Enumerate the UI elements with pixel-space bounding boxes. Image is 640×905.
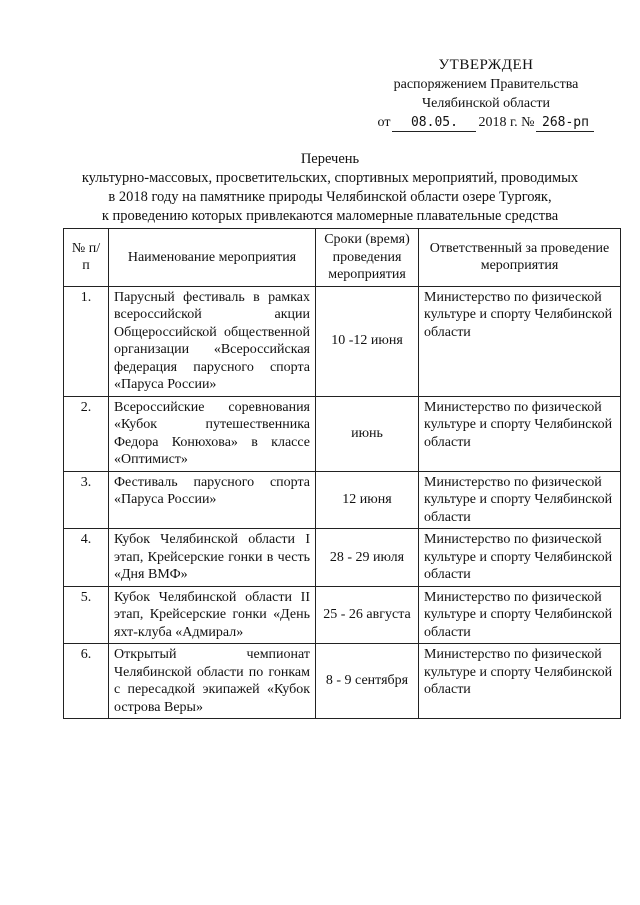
row-num: 2.: [64, 396, 109, 471]
row-resp: Министерство по физической культуре и спорту Челябинской области: [419, 586, 621, 644]
row-name: Кубок Челябинской области I этап, Крейсерские гонки в честь «Дня ВМФ»: [109, 529, 316, 587]
row-name: Открытый чемпионат Челябинской области по гонкам с пересадкой экипажей «Кубок острова Веры»: [109, 644, 316, 719]
approval-line-2: Челябинской области: [422, 96, 550, 111]
row-num: 1.: [64, 286, 109, 396]
approval-line-1: распоряжением Правительства: [393, 77, 579, 92]
table-row: [64, 644, 621, 719]
header-resp: Ответственный за проведение мероприятия: [419, 229, 621, 287]
approval-date-row: [376, 113, 596, 132]
table-row: [64, 396, 621, 471]
row-date: 28 - 29 июля: [316, 529, 419, 587]
approval-year: 2018 г. №: [478, 115, 535, 130]
header-num: № п/п: [64, 229, 109, 287]
row-num: 3.: [64, 471, 109, 529]
row-date: июнь: [316, 396, 419, 471]
row-resp: Министерство по физической культуре и спорту Челябинской области: [419, 471, 621, 529]
row-num: 4.: [64, 529, 109, 587]
events-table: [63, 228, 621, 719]
table-row: [64, 286, 621, 396]
table-row: [64, 586, 621, 644]
heading-line-1: культурно-массовых, просветительских, спортивных мероприятий, проводимых: [81, 170, 579, 186]
document-heading: [40, 150, 620, 226]
approval-number: 268-рп: [536, 115, 594, 132]
row-resp: Министерство по физической культуре и спорту Челябинской области: [419, 286, 621, 396]
row-resp: Министерство по физической культуре и спорту Челябинской области: [419, 644, 621, 719]
row-date: 10 -12 июня: [316, 286, 419, 396]
row-name: Всероссийские соревнования «Кубок путешественника Федора Конюхова» в классе «Оптимист»: [109, 396, 316, 471]
header-name: Наименование мероприятия: [109, 229, 316, 287]
row-resp: Министерство по физической культуре и спорту Челябинской области: [419, 396, 621, 471]
table-header-row: [64, 229, 621, 287]
row-date: 8 - 9 сентября: [316, 644, 419, 719]
row-name: Фестиваль парусного спорта «Паруса России»: [109, 471, 316, 529]
row-num: 5.: [64, 586, 109, 644]
approval-date: 08.05.: [392, 115, 476, 132]
heading-line-2: в 2018 году на памятнике природы Челябинской области озере Тургояк,: [108, 189, 552, 205]
approval-title: УТВЕРЖДЕН: [438, 57, 534, 73]
row-resp: Министерство по физической культуре и спорту Челябинской области: [419, 529, 621, 587]
row-num: 6.: [64, 644, 109, 719]
approval-prefix: от: [377, 115, 391, 130]
row-date: 12 июня: [316, 471, 419, 529]
table-row: [64, 471, 621, 529]
header-date: Сроки (время) проведения мероприятия: [316, 229, 419, 287]
table-row: [64, 529, 621, 587]
heading-line-3: к проведению которых привлекаются маломерные плавательные средства: [101, 208, 559, 224]
approval-stamp: [376, 56, 596, 132]
row-date: 25 - 26 августа: [316, 586, 419, 644]
row-name: Парусный фестиваль в рамках всероссийской акции Общероссийской общественной организации «Всероссийская федерация парусного спорта «Паруса России»: [109, 286, 316, 396]
heading-title: Перечень: [300, 151, 360, 167]
row-name: Кубок Челябинской области II этап, Крейсерские гонки «День яхт-клуба «Адмирал»: [109, 586, 316, 644]
